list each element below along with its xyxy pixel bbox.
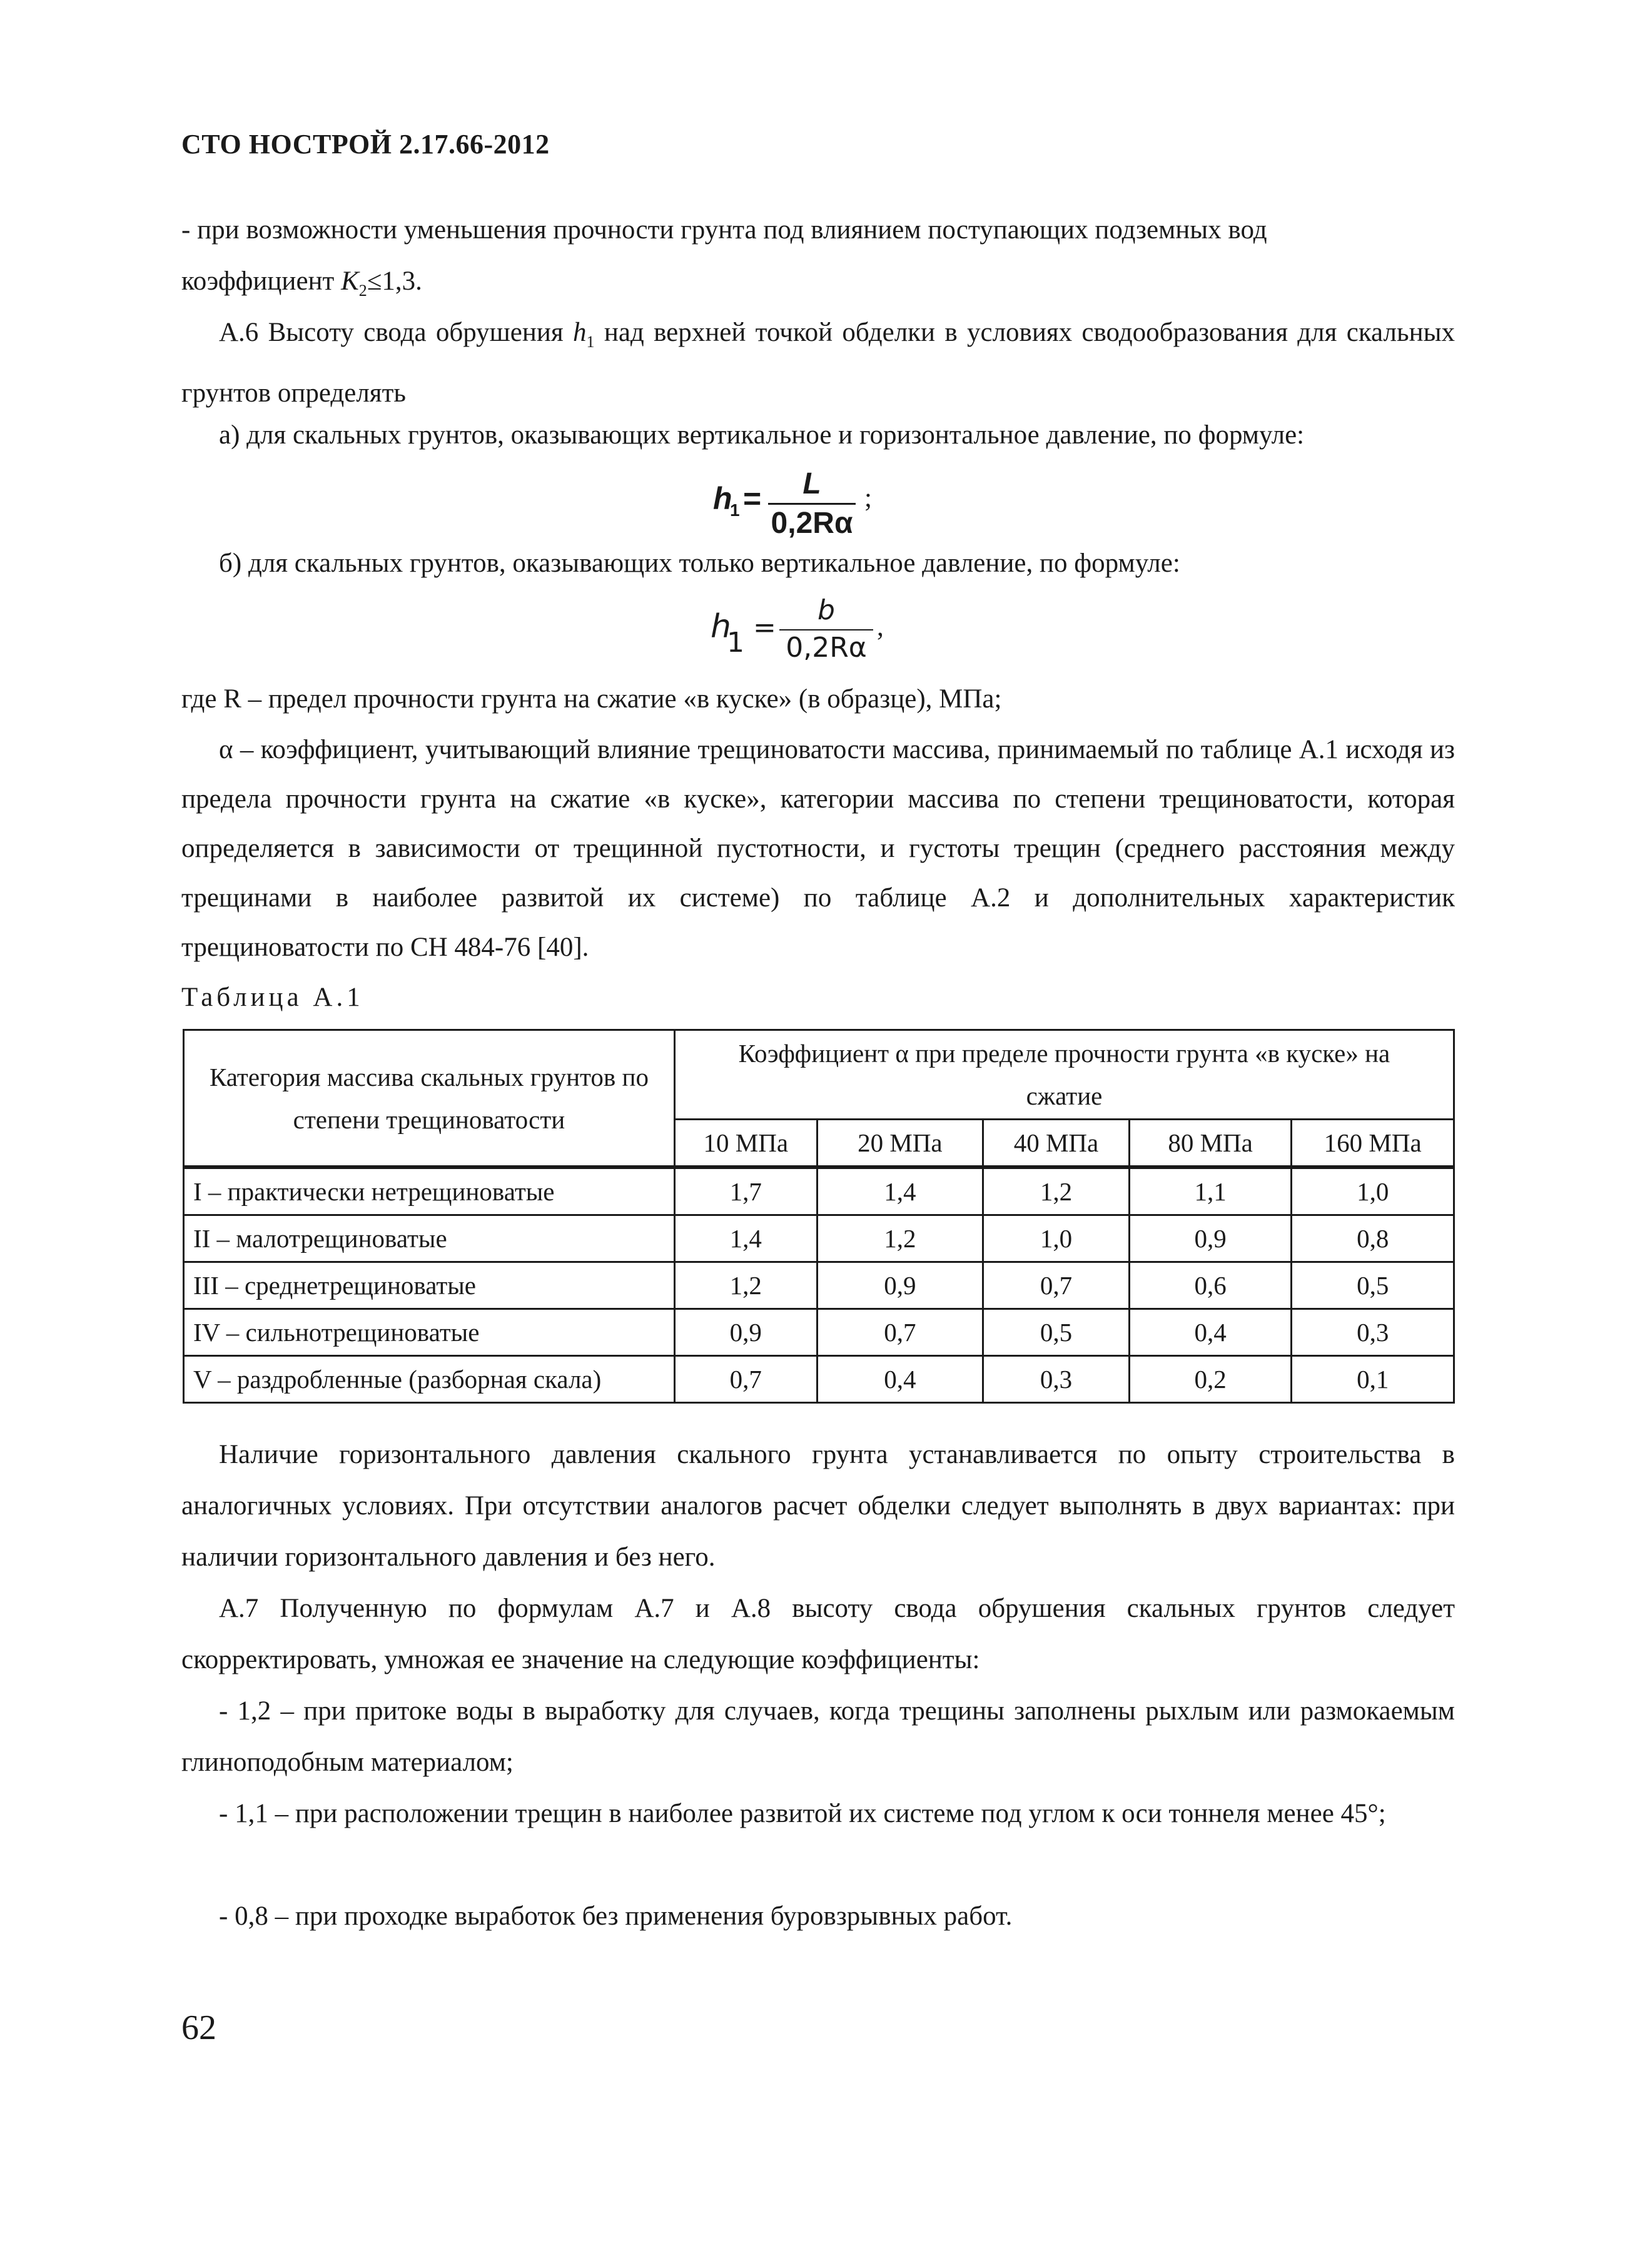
table-cell: 0,6 bbox=[1129, 1262, 1292, 1309]
table-header-category: Категория массива скальных грунтов по степени трещиноватости bbox=[184, 1030, 675, 1168]
paragraph-horizontal-pressure: Наличие горизонтального давления скального грунта устанавливается по опыту строительства в аналогичных условиях. При отсутствии аналогов расчет обделки следует выполнять в двух вариантах: при наличии горизонтального давления и без него. bbox=[181, 1440, 1455, 1572]
table-row bbox=[184, 1262, 1454, 1309]
table-cell: 0,7 bbox=[817, 1309, 983, 1356]
formula-a7-eq: = bbox=[743, 481, 762, 516]
table-cell-category: II – малотрещиноватые bbox=[184, 1215, 675, 1262]
bullet-1-1: - 1,1 – при расположении трещин в наиболее развитой их системе под углом к оси тоннеля менее 45°; bbox=[219, 1799, 1386, 1828]
table-cell: 0,4 bbox=[1129, 1309, 1292, 1356]
table-cell: 1,2 bbox=[983, 1167, 1130, 1215]
table-cell: 1,4 bbox=[674, 1215, 817, 1262]
paragraph-a7: А.7 Полученную по формулам А.7 и А.8 высоту свода обрушения скальных грунтов следует скорректировать, умножая ее значение на следующие коэффициенты: bbox=[181, 1594, 1455, 1674]
table-header-coefficient: Коэффициент α при пределе прочности грунта «в куске» на сжатие bbox=[674, 1030, 1454, 1120]
table-cell: 1,7 bbox=[674, 1167, 817, 1215]
table-cell: 0,8 bbox=[1292, 1215, 1454, 1262]
where-r-definition: где R – предел прочности грунта на сжатие «в куске» (в образце), МПа; bbox=[181, 684, 1002, 714]
table-cell: 0,7 bbox=[983, 1262, 1130, 1309]
table-col-header: 80 МПа bbox=[1129, 1120, 1292, 1168]
table-cell: 0,3 bbox=[1292, 1309, 1454, 1356]
table-cell: 0,5 bbox=[983, 1309, 1130, 1356]
formula-a7-tail: ; bbox=[864, 483, 872, 513]
paragraph-a6: А.6 Высоту свода обрушения $h_1$ над верхней точкой обделки в условиях сводообразования для скальных грунтов определять bbox=[181, 318, 1455, 408]
paragraph-groundwater-line1: - при возможности уменьшения прочности грунта под влиянием поступающих подземных вод bbox=[181, 215, 1267, 245]
bullet-1-2: - 1,2 – при притоке воды в выработку для случаев, когда трещины заполнены рыхлым или размокаемым глиноподобным материалом; bbox=[181, 1696, 1455, 1777]
document-header: СТО НОСТРОЙ 2.17.66-2012 bbox=[181, 129, 550, 159]
table-caption: Таблица А.1 bbox=[181, 983, 364, 1012]
formula-a8-tail: , bbox=[877, 612, 884, 642]
table-cell: 0,5 bbox=[1292, 1262, 1454, 1309]
formula-a7-lhs: h bbox=[713, 481, 732, 516]
table-cell: 0,9 bbox=[674, 1309, 817, 1356]
formula-a8-lhs: h bbox=[711, 608, 731, 645]
item-b: б) для скальных грунтов, оказывающих только вертикальное давление, по формуле: bbox=[219, 549, 1180, 578]
table-row bbox=[184, 1167, 1454, 1215]
formula-a7-fraction bbox=[768, 467, 856, 540]
table-cell: 0,7 bbox=[674, 1356, 817, 1403]
formula-a8-eq: = bbox=[753, 612, 776, 644]
table-cell: 0,9 bbox=[1129, 1215, 1292, 1262]
table-cell: 0,3 bbox=[983, 1356, 1130, 1403]
table-cell: 1,2 bbox=[674, 1262, 817, 1309]
table-row bbox=[184, 1215, 1454, 1262]
formula-a8-denominator: 0,2Rα bbox=[786, 632, 867, 664]
item-a: а) для скальных грунтов, оказывающих вертикальное и горизонтальное давление, по формуле: bbox=[219, 420, 1305, 450]
bullet-0-8: - 0,8 – при проходке выработок без применения буровзрывных работ. bbox=[219, 1901, 1013, 1931]
table-col-header: 10 МПа bbox=[674, 1120, 817, 1168]
table-a1 bbox=[183, 1029, 1455, 1404]
alpha-definition: α – коэффициент, учитывающий влияние трещиноватости массива, принимаемый по таблице А.1 исходя из предела прочности грунта на сжатие «в куске», категории массива по степени трещиноватости, которая определяется в зависимости от трещинной пустотности, и густоты трещин (среднего расстояния между трещинами в наиболее развитой их системе) по таблице А.2 и дополнительных характеристик трещиноватости по СН 484-76 [40]. bbox=[181, 735, 1455, 962]
table-cell: 1,0 bbox=[1292, 1167, 1454, 1215]
table-cell: 1,0 bbox=[983, 1215, 1130, 1262]
formula-a8-numerator: b bbox=[818, 594, 835, 626]
table-cell-category: I – практически нетрещиноватые bbox=[184, 1167, 675, 1215]
table-cell-category: IV – сильнотрещиноватые bbox=[184, 1309, 675, 1356]
table-cell: 0,1 bbox=[1292, 1356, 1454, 1403]
table-row bbox=[184, 1356, 1454, 1403]
table-col-header: 160 МПа bbox=[1292, 1120, 1454, 1168]
page-number: 62 bbox=[181, 2008, 216, 2047]
table-cell-category: III – среднетрещиноватые bbox=[184, 1262, 675, 1309]
table-cell: 0,4 bbox=[817, 1356, 983, 1403]
table-cell: 1,1 bbox=[1129, 1167, 1292, 1215]
formula-a7-denominator: 0,2Rα bbox=[771, 507, 853, 540]
table-cell: 1,4 bbox=[817, 1167, 983, 1215]
paragraph-groundwater-line2: коэффициент $K_2\le 1,3$. bbox=[181, 266, 422, 300]
table-cell: 0,9 bbox=[817, 1262, 983, 1309]
table-col-header: 40 МПа bbox=[983, 1120, 1130, 1168]
formula-a8-lhs-sub: 1 bbox=[727, 627, 744, 659]
table-cell: 0,2 bbox=[1129, 1356, 1292, 1403]
formula-a8-fraction bbox=[779, 594, 873, 664]
table-cell: 1,2 bbox=[817, 1215, 983, 1262]
table-row bbox=[184, 1309, 1454, 1356]
table-col-header: 20 МПа bbox=[817, 1120, 983, 1168]
formula-a7-lhs-sub: 1 bbox=[730, 500, 740, 520]
table-cell-category: V – раздробленные (разборная скала) bbox=[184, 1356, 675, 1403]
formula-a7-numerator: L bbox=[802, 467, 821, 500]
